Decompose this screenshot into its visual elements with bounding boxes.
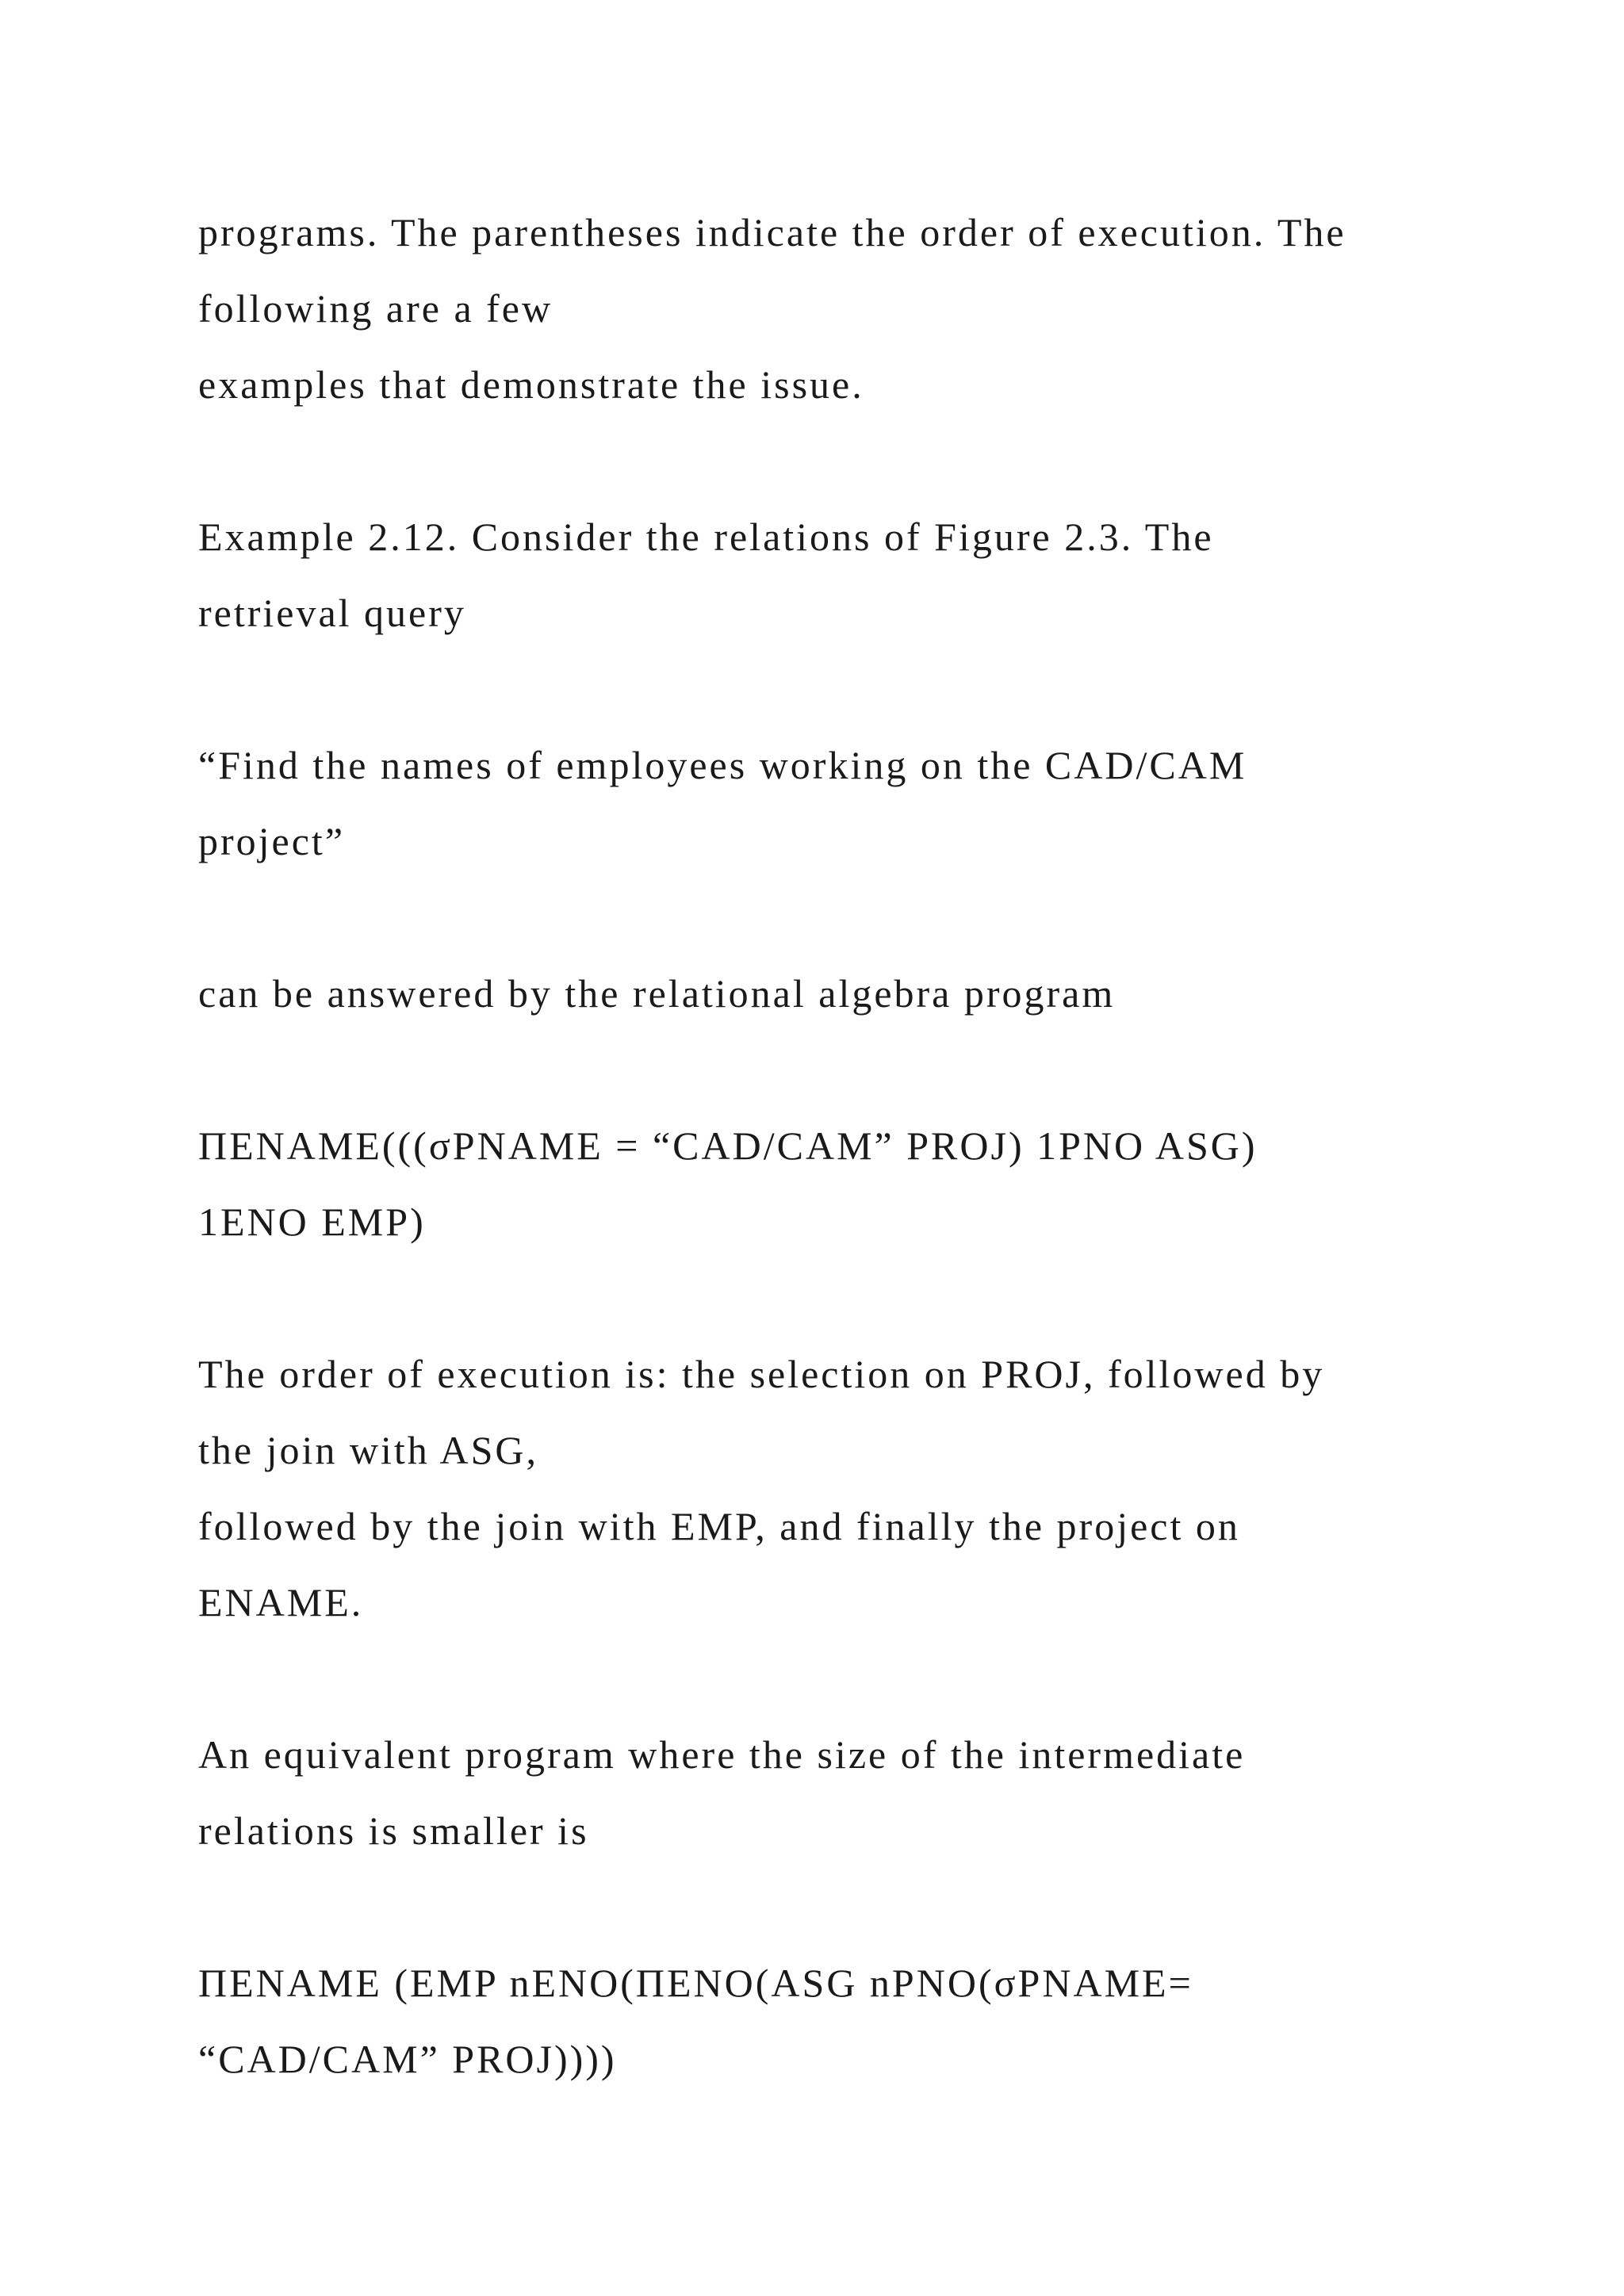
formula-line: ΠENAME (EMP nENO(ΠENO(ASG nPNO(σPNAME= <box>198 1961 1193 2005</box>
text-line: ENAME. <box>198 1580 364 1624</box>
text-line: relations is smaller is <box>198 1808 589 1853</box>
text-line: “Find the names of employees working on the CAD/CAM <box>198 743 1247 787</box>
text-line: the join with ASG, <box>198 1428 539 1472</box>
text-line: project” <box>198 819 346 863</box>
formula-line: “CAD/CAM” PROJ)))) <box>198 2037 617 2081</box>
text-line: Example 2.12. Consider the relations of Figure 2.3. The <box>198 515 1214 559</box>
text-line: examples that demonstrate the issue. <box>198 362 864 407</box>
text-line: An equivalent program where the size of the intermediate <box>198 1732 1246 1777</box>
text-line: followed by the join with EMP, and finally the project on <box>198 1504 1240 1548</box>
text-line: following are a few <box>198 286 553 331</box>
paragraph-execution-order <box>198 1336 1483 1640</box>
paragraph-gap <box>198 1260 1483 1336</box>
paragraph-query-quote <box>198 727 1483 879</box>
paragraph-gap <box>198 879 1483 955</box>
paragraph-answer-intro <box>198 955 1483 1031</box>
paragraph-gap <box>198 1031 1483 1108</box>
paragraph-example-heading <box>198 499 1483 651</box>
text-line: The order of execution is: the selection on PROJ, followed by <box>198 1352 1325 1396</box>
paragraph-gap <box>198 423 1483 499</box>
document-body <box>198 194 1483 2097</box>
text-line: retrieval query <box>198 591 466 635</box>
paragraph-gap <box>198 1640 1483 1716</box>
text-line: can be answered by the relational algebra program <box>198 971 1116 1016</box>
text-line: programs. The parentheses indicate the order of execution. The <box>198 210 1346 254</box>
formula-line: 1ENO EMP) <box>198 1200 426 1244</box>
formula-line: ΠENAME(((σPNAME = “CAD/CAM” PROJ) 1PNO ASG) <box>198 1123 1258 1168</box>
paragraph-gap <box>198 1869 1483 1945</box>
formula-program-1 <box>198 1108 1483 1260</box>
paragraph-gap <box>198 651 1483 727</box>
paragraph-equivalent-program <box>198 1716 1483 1869</box>
paragraph-intro <box>198 194 1483 423</box>
formula-program-2 <box>198 1945 1483 2097</box>
